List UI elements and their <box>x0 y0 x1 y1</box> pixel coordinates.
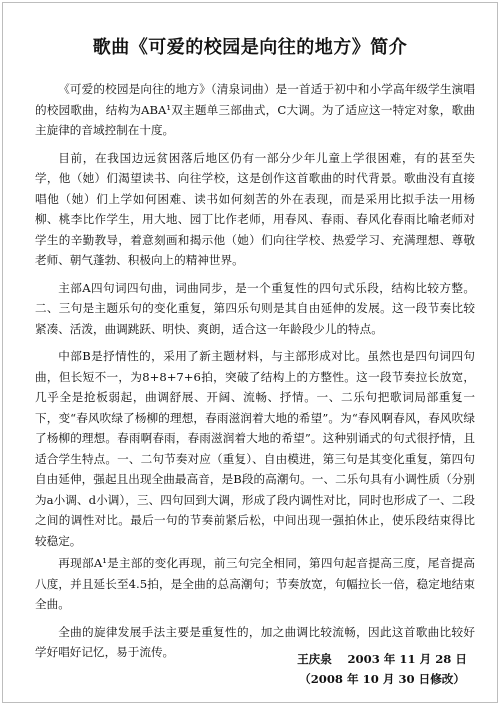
document-title: 歌曲《可爱的校园是向往的地方》简介 <box>92 37 408 58</box>
paragraph-summary: 全曲的旋律发展手法主要是重复性的，加之曲调比较流畅，因此这首歌曲比较好学好唱好记忆，易于流传。 <box>35 624 475 659</box>
paragraph-section-a: 主部A四句词四句曲，词曲同步，是一个重复性的四句式乐段，结构比较方整。二、三句是主题乐句的变化重复，第四乐句则是其自由延伸的发展。这一段节奏比较紧凑、活泼，曲调跳跃、明快、爽朗，适合这一年龄段少儿的特点。 <box>35 280 475 336</box>
signature-author-date: 王庆泉 2003 年 11 月 28 日 <box>297 652 467 666</box>
paragraph-reprise: 再现部A¹是主部的变化再现，前三句完全相同，第四句起音提高三度，尾音提高八度，并且延长至4.5拍，是全曲的总高潮句；节奏放宽，句幅拉长一倍，稳定地结束全曲。 <box>35 556 475 611</box>
document-page <box>2 2 498 703</box>
paragraph-intro: 《可爱的校园是向往的地方》（清泉词曲）是一首适于初中和小学高年级学生演唱的校园歌曲，结构为ABA¹双主题单三部曲式，C大调。为了适应这一特定对象，歌曲主旋律的音域控制在十度。 <box>35 82 475 137</box>
signature-block <box>297 649 467 689</box>
paragraph-background: 目前，在我国边远贫困落后地区仍有一部分少年儿童上学很困难，有的甚至失学，他（她）们渴望读书、向往学校，这是创作这首歌曲的时代背景。歌曲没有直接唱他（她）们上学如何困难、读书如何刻苦的外在表现，而是采用比拟手法一用杨柳、桃李比作学生，用大地、园丁比作老师，用春风、春雨、春风化春雨比喻老师对学生的辛勤教导，着意刻画和揭示他（她）们向往学校、热爱学习、充满理想、尊敬老师、朝气蓬勃、积极向上的精神世界。 <box>35 150 475 267</box>
paragraph-section-b: 中部B是抒情性的，采用了新主题材料，与主部形成对比。虽然也是四句词四句曲，但长短不一，为8+8+7+6拍，突破了结构上的方整性。这一段节奏拉长放宽，几乎全是抢板弱起，曲调舒展、开阔、流畅、抒情。一、二乐句把歌词局部重复一下，变“春风吹绿了杨柳的理想，春雨滋润着大地的希望”。为“春风啊春风，春风吹绿了杨柳的理想。春雨啊春雨，春雨滋润着大地的希望”。这种别诵式的句式很抒情，且适合学生特点。一、二句节奏对应（重复）、自由模进，第三句是其变化重复，第四句自由延伸，强起且出现全曲最高音，是B段的高潮句。一、二乐句具有小调性质（分别为a小调、d小调），三、四句回到大调，形成了段内调性对比，同时也形成了一、二段之间的调性对比。最后一句的节奏前紧后松，中间出现一强拍休止，使乐段结束得比较稳定。 <box>35 349 475 548</box>
signature-revision: （2008 年 10 月 30 日修改） <box>299 672 465 686</box>
document-body <box>35 79 475 670</box>
